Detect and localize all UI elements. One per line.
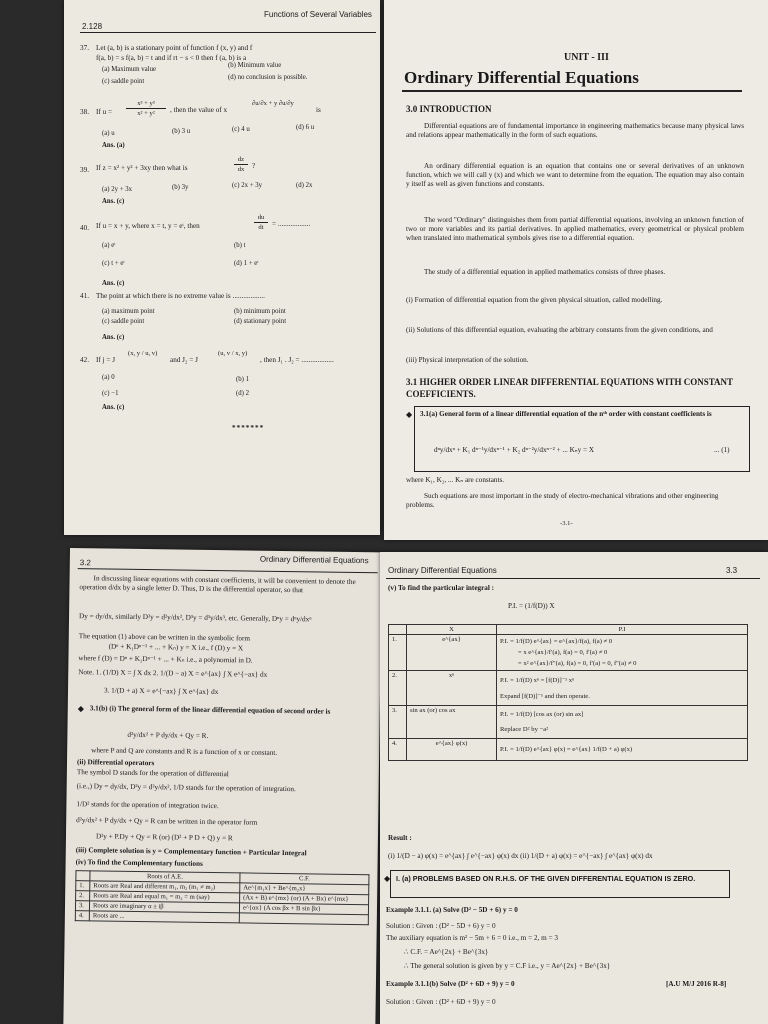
page-folio: -3.1- <box>560 520 573 527</box>
question-number: 38. <box>80 108 89 116</box>
question-text: , then the value of x <box>170 106 228 114</box>
table-cell: Roots are imaginary α ± iβ <box>89 901 239 913</box>
pi-table <box>388 624 748 761</box>
question-text: If j = J <box>96 356 116 364</box>
table-cell: Ae^{m₁x} + Be^{m₂x} <box>240 883 369 895</box>
fraction-numerator: du <box>254 214 268 223</box>
fraction-denominator: x² + y² <box>137 110 155 117</box>
paragraph: where K₁, K₂, ... Kₙ are constants. <box>406 476 505 484</box>
paragraph: The symbol D stands for the operation of differential <box>76 768 229 779</box>
question-text: and J₂ = J <box>170 356 198 364</box>
subheading: (iv) To find the Complementary functions <box>75 858 203 868</box>
table-cell: 1. <box>389 635 407 671</box>
box-title: 3.1(a) General form of a linear differential equation of the nᵗʰ order with constant coefficients is <box>420 410 712 418</box>
equation-line: d²y/dx² + P dy/dx + Qy = R can be written in the operator form <box>76 816 258 827</box>
question-number: 40. <box>80 224 89 232</box>
table-header: Roots of A.E. <box>90 871 240 883</box>
question-number: 42. <box>80 356 89 364</box>
table-cell: 3. <box>389 706 407 739</box>
table-cell: 2. <box>76 891 90 901</box>
phase-item: (i) Formation of differential equation from the given physical situation, called modelling. <box>406 296 663 304</box>
equation-line: 1/D² stands for the operation of integration twice. <box>76 800 219 811</box>
running-head: Ordinary Differential Equations <box>259 554 369 566</box>
diamond-bullet-icon: ◆ <box>406 410 413 419</box>
question-text: The point at which there is no extreme value is .................. <box>96 292 265 300</box>
option-a: (a) Maximum value <box>102 66 156 73</box>
table-header: P.I <box>497 625 748 635</box>
table-cell: 3. <box>75 901 89 911</box>
note-line: Note. 1. (1/D) X = ∫ X dx 2. 1/(D − a) X = e^{ax} ∫ X e^{−ax} dx <box>78 668 268 679</box>
option-b: (b) t <box>234 242 246 249</box>
diamond-bullet-icon: ◆ <box>384 874 391 883</box>
question-text: If u = x + y, where x = t, y = eᵗ, then <box>96 222 200 230</box>
equation-line: (i) 1/(D − a) φ(x) = e^{ax} ∫ e^{−ax} φ(x) dx (ii) 1/(D + a) φ(x) = e^{−ax} ∫ e^{ax} φ(x) dx <box>388 852 653 860</box>
diamond-bullet-icon: ◆ <box>77 704 84 714</box>
pi-line: = x² e^{ax}/f″(a), f(a) = 0, f′(a) = 0, f″(a) ≠ 0 <box>518 660 637 667</box>
table-row <box>389 706 748 739</box>
question-number: 41. <box>80 292 89 300</box>
answer: Ans. (c) <box>102 280 125 287</box>
equation-line: (i.e.,) Dy = dy/dx, D²y = d²y/dx², 1/D stands for the operation of integration. <box>76 782 296 794</box>
fraction-numerator: dz <box>234 156 248 165</box>
answer: Ans. (c) <box>102 334 125 341</box>
section-heading: 3.1 HIGHER ORDER LINEAR DIFFERENTIAL EQUATIONS WITH CONSTANT COEFFICIENTS. <box>406 377 733 399</box>
question-text: (a, b) = t and if rt − s <box>128 54 189 62</box>
table-header: X <box>407 625 497 635</box>
example-heading: Example 3.1.1(b) Solve (D² + 6D + 9) y = 0 <box>386 980 515 988</box>
paragraph: Such equations are most important in the study of electro-mechanical vibrations and other engineering problems. <box>406 492 719 509</box>
paragraph: An ordinary differential equation is an equation that contains one or several derivatives of an unknown function, which we will call y (x) and which we want to determine from the equation. The equation may also contain y itself as well as given functions and constants. <box>406 162 744 188</box>
table-row <box>389 739 748 761</box>
fraction-denominator: dt <box>258 224 264 231</box>
option-b: (b) 3 u <box>172 128 191 135</box>
running-head: Ordinary Differential Equations <box>388 566 497 575</box>
paragraph: where P and Q are constants and R is a function of x or constant. <box>91 746 278 757</box>
paragraph: where f (D) = Dⁿ + K₁Dⁿ⁻¹ + ... + Kₙ i.e., a polynomial in D. <box>78 654 253 665</box>
question-text: If u = <box>96 108 113 116</box>
cf-table <box>75 870 370 925</box>
question-text: = .................. <box>272 220 311 228</box>
solution-line: The auxiliary equation is m² − 5m + 6 = 0 i.e., m = 2, m = 3 <box>386 934 558 942</box>
question-text: is <box>316 106 321 114</box>
option-d: (d) 1 + eᵗ <box>234 260 259 267</box>
header-rule <box>80 32 376 33</box>
running-head: Functions of Several Variables <box>264 10 372 19</box>
answer: Ans. (c) <box>102 198 125 205</box>
option-b: (b) 3y <box>172 184 189 191</box>
option-a: (a) 2y + 3x <box>102 186 133 193</box>
option-a: (a) 0 <box>102 374 115 381</box>
table-cell: Roots are Real and different m₁, m₂ (m₁ ≠ m₂) <box>90 881 240 893</box>
table-cell: sin ax (or) cos ax <box>407 706 497 739</box>
subheading: (ii) Differential operators <box>76 758 155 768</box>
table-row <box>389 671 748 706</box>
pi-line: P.I. = 1/f(D) [cos ax (or) sin ax] <box>500 711 584 718</box>
option-d: (d) 6 u <box>296 124 315 131</box>
table-cell: Roots are Real and equal m₁ = m₂ = m (say) <box>90 891 240 903</box>
answer: Ans. (a) <box>102 142 125 149</box>
pi-line: P.I. = 1/f(D) e^{ax} φ(x) = e^{ax} 1/f(D + a) φ(x) <box>500 746 633 753</box>
option-c: (c) 4 u <box>232 126 250 133</box>
answer: Ans. (c) <box>102 404 125 411</box>
phase-item: (ii) Solutions of this differential equation, evaluating the arbitrary constants from the given conditions, and <box>406 326 713 334</box>
question-text: < 0 then f (a, b) is a <box>188 54 247 62</box>
title-rule <box>402 90 742 92</box>
page-number: 3.2 <box>79 558 91 568</box>
pi-line: Replace D² by −a² <box>500 726 549 733</box>
page-top-right <box>384 0 768 540</box>
table-cell <box>497 739 748 761</box>
phase-item: (iii) Physical interpretation of the solution. <box>406 356 529 364</box>
fraction-numerator: x³ + y³ <box>126 100 166 109</box>
chapter-title: Ordinary Differential Equations <box>404 68 639 87</box>
table-row <box>389 635 748 671</box>
page-bottom-left <box>63 548 382 1024</box>
end-stars: ******* <box>232 424 265 432</box>
question-number: 39. <box>80 166 89 174</box>
exam-reference: [A.U M/J 2016 R-8] <box>666 980 727 988</box>
table-cell <box>497 706 748 739</box>
option-b: (b) Minimum value <box>228 62 282 69</box>
paragraph: Differential equations are of fundamental importance in engineering mathematics because many physical laws and relations appear mathematically in the form of such equations. <box>406 122 744 139</box>
paragraph: The word "Ordinary" distinguishes them from partial differential equations, involving an unknown function of two or more variables and its partial derivatives. In applied mathematics, every geometrical or physical problem when translated into mathematical symbols gives rise to a differential equation. <box>406 216 744 242</box>
question-text: , then J₁ . J₂ = .................. <box>260 356 334 364</box>
table-cell <box>497 635 748 671</box>
table-cell <box>497 671 748 706</box>
option-d: (d) no conclusion is possible. <box>228 74 308 81</box>
question-text: (a, b) = s f <box>98 54 129 62</box>
solution-line: Solution : Given : (D² − 5D + 6) y = 0 <box>386 922 496 930</box>
option-c: (c) 2x + 3y <box>232 182 263 189</box>
table-cell: 4. <box>389 739 407 761</box>
subheading: Result : <box>388 834 412 842</box>
option-d: (d) stationary point <box>234 318 287 325</box>
question-text: f <box>96 54 99 62</box>
option-d: (d) 2 <box>236 390 250 397</box>
option-c: (c) t + eᵗ <box>102 260 125 267</box>
option-a: (a) u <box>102 130 115 137</box>
page-top-left: 2.128 Functions of Several Variables 37. Let (a, b) is a stationary point of function f (x, y) and f f(a, b) = s f(a, b) = t and if rt − s < 0 then f (a, b) is a (a) Maximum value (b) Minimum value (c) saddle point (d) no conclusion is possible. 38. If u = x³ + y³ x² + y² , then the value of x ∂u/∂x + y ∂u/∂y is (a) u (b) 3 u (c) 4 u (d) 6 u Ans. (a) 39. If z = x² + y² + 3xy then what is dz dx ? (a) 2y + 3x (b) 3y (c) 2x + 3y (d) 2x Ans. (c) 40. If u = x + y, where x = t, y = eᵗ, then du dt = .................. (a) eᵗ (b) t (c) t + eᵗ (d) 1 + eᵗ Ans. (c) 41. The point at which there is no extreme value is .................. (a) maximum point (b) minimum point (c) saddle point (d) stationary point Ans. (c) 42. If j = J (x, y / u, v) and J₂ = J (u, v / x, y) , then J₁ . J₂ = .................. (a) 0 (b) 1 (c) −1 (d) 2 Ans. (c) ******* <box>64 0 380 535</box>
solution-line: ∴ C.F. = Ae^{2x} + Be^{3x} <box>404 948 489 956</box>
table-header: C.F. <box>240 873 369 885</box>
page-number: 2.128 <box>82 22 103 31</box>
box-title: I. (a) PROBLEMS BASED ON R.H.S. OF THE GIVEN DIFFERENTIAL EQUATION IS ZERO. <box>396 874 696 883</box>
subheading: (iii) Complete solution is y = Complementary function + Particular Integral <box>75 846 307 858</box>
equation-line: D²y + P.Dy + Qy = R (or) (D² + P D + Q) y = R <box>95 832 233 843</box>
question-text: ? <box>252 162 256 170</box>
box-equation: dⁿy/dxⁿ + K₁ dⁿ⁻¹y/dxⁿ⁻¹ + K₂ dⁿ⁻²y/dxⁿ⁻² + ... Kₙy = X <box>434 446 595 454</box>
table-cell: Roots are ... <box>89 911 239 923</box>
paragraph: The equation (1) above can be written in the symbolic form <box>78 632 251 643</box>
equation-number: ... (1) <box>714 446 730 454</box>
option-a: (a) eᵗ <box>102 242 116 249</box>
question-number: 37. <box>80 44 89 52</box>
equation-line: P.I. = (1/f(D)) X <box>508 602 555 610</box>
option-b: (b) minimum point <box>234 308 286 315</box>
table-cell: xⁿ <box>407 671 497 706</box>
page-bottom-right <box>380 552 768 1024</box>
table-cell: 2. <box>389 671 407 706</box>
table-cell: 4. <box>75 911 89 921</box>
solution-line: ∴ The general solution is given by y = C.F i.e., y = Ae^{2x} + Be^{3x} <box>404 962 611 970</box>
table-cell: e^{ax} <box>407 635 497 671</box>
pi-line: Expand [f(D)]⁻¹ and then operate. <box>500 693 590 700</box>
table-cell: e^{ax} φ(x) <box>407 739 497 761</box>
note-line: 3. 1/(D + a) X = e^{−ax} ∫ X e^{ax} dx <box>103 686 219 697</box>
page-number: 3.3 <box>726 566 738 575</box>
pi-line: = x e^{ax}/f′(a), f(a) = 0, f′(a) ≠ 0 <box>518 649 608 656</box>
option-c: (c) saddle point <box>102 78 145 85</box>
pi-line: P.I. = 1/f(D) xⁿ = [f(D)]⁻¹ xⁿ <box>500 677 575 684</box>
table-header-row <box>389 625 748 635</box>
solution-line: Solution : Given : (D² + 6D + 9) y = 0 <box>386 998 496 1006</box>
section-heading: 3.0 INTRODUCTION <box>406 104 492 114</box>
equation-line: (Dⁿ + K₁Dⁿ⁻¹ + ... + Kₙ) y = X i.e., f (D) y = X <box>108 642 244 653</box>
option-a: (a) maximum point <box>102 308 155 315</box>
paragraph: The study of a differential equation in applied mathematics consists of three phases. <box>424 268 666 276</box>
option-c: (c) −1 <box>102 390 119 397</box>
equation-line: d²y/dx² + P dy/dx + Qy = R. <box>127 730 209 740</box>
table-cell: (Ax + B) e^{mx} (or) (A + Bx) e^{mx} <box>240 893 369 905</box>
option-d: (d) 2x <box>296 182 313 189</box>
option-b: (b) 1 <box>236 376 250 383</box>
section-heading: 3.1(b) (i) The general form of the linear differential equation of second order is <box>89 704 331 716</box>
subheading: (v) To find the particular integral : <box>388 584 495 592</box>
pi-line: P.I. = 1/f(D) e^{ax} = e^{ax}/f(a), f(a) ≠ 0 <box>500 638 613 645</box>
question-text: If z = x² + y² + 3xy then what is <box>96 164 188 172</box>
header-rule <box>386 578 760 579</box>
example-heading: Example 3.1.1. (a) Solve (D² − 5D + 6) y = 0 <box>386 906 518 914</box>
table-cell <box>239 913 368 925</box>
table-cell: 1. <box>76 881 90 891</box>
header-rule <box>78 568 378 573</box>
paragraph: In discussing linear equations with constant coefficients, it will be convenient to denote the operation d/dx by a single letter D. Thus, D is the differential operator, so that <box>79 574 356 595</box>
fraction-denominator: dx <box>237 166 245 173</box>
equation-line: Dy = dy/dx, similarly D²y = d²y/dx², D³y = d³y/dx³, etc. Generally, Dⁿy = dⁿy/dxⁿ <box>78 612 312 624</box>
unit-label: UNIT - III <box>564 52 609 63</box>
option-c: (c) saddle point <box>102 318 145 325</box>
table-cell: e^{αx} (A cos βx + B sin βx) <box>239 903 368 915</box>
question-text: Let (a, b) is a stationary point of function f (x, y) and f <box>96 44 253 52</box>
